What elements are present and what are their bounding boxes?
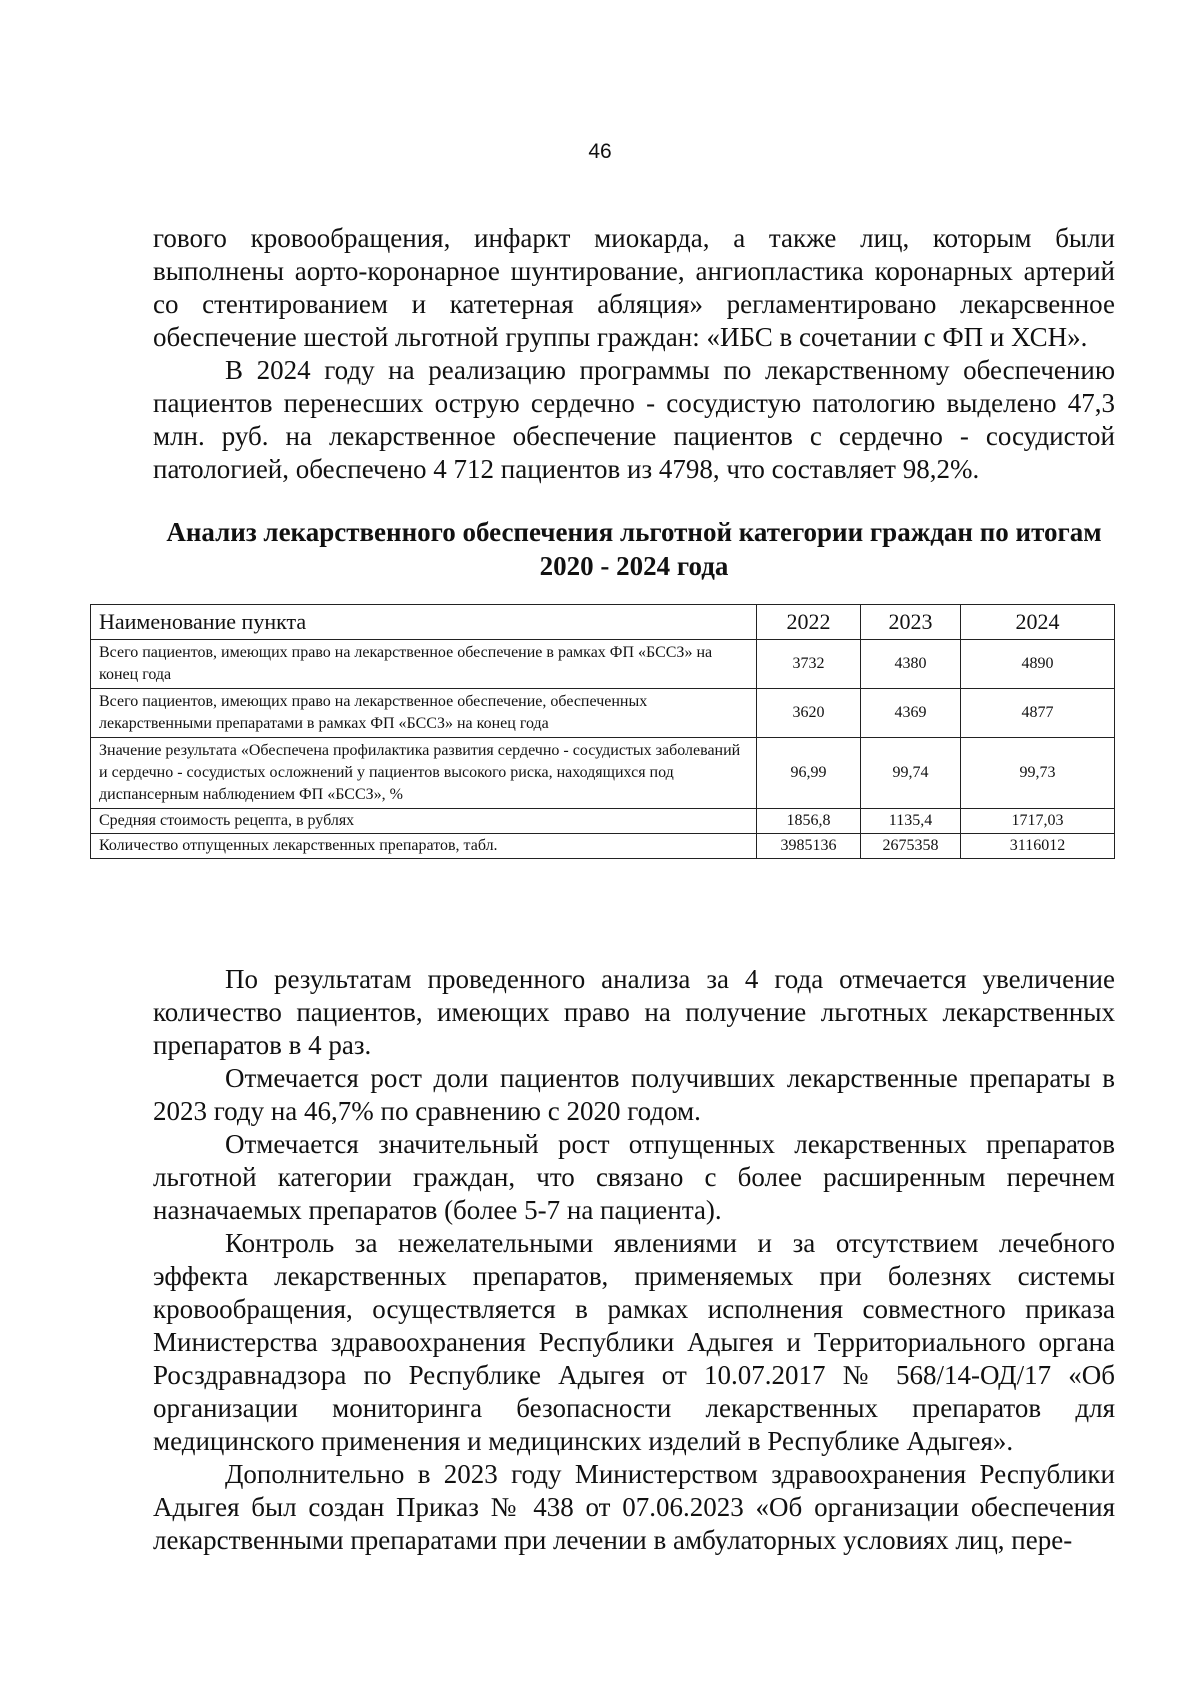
- cell-value: 1135,4: [861, 809, 961, 834]
- intro-text: [153, 222, 1115, 486]
- cell-value: 1856,8: [757, 809, 861, 834]
- column-header-2022: 2022: [757, 605, 861, 640]
- table-header-row: [91, 605, 1115, 640]
- cell-value: 3116012: [961, 834, 1115, 859]
- paragraph: Дополнительно в 2023 году Министерством здравоохранения Республики Адыгея был создан Приказ № 438 от 07.06.2023 «Об организации обеспечения лекарственными препаратами при лечении в амбулаторных условиях лиц, пере-: [153, 1459, 1115, 1555]
- cell-value: 4877: [961, 689, 1115, 738]
- table-row: [91, 640, 1115, 689]
- cell-value: 99,74: [861, 738, 961, 809]
- cell-value: 3732: [757, 640, 861, 689]
- table-row: [91, 689, 1115, 738]
- data-table: [90, 604, 1115, 859]
- row-label: Всего пациентов, имеющих право на лекарственное обеспечение, обеспеченных лекарственными препаратами в рамках ФП «БССЗ» на конец года: [91, 689, 757, 738]
- paragraph: Контроль за нежелательными явлениями и за отсутствием лечебного эффекта лекарственных препаратов, применяемых при болезнях системы кровообращения, осуществляется в рамках исполнения совместного приказа Министерства здравоохранения Республики Адыгея и Территориального органа Росздравнадзора по Республике Адыгея от 10.07.2017 № 568/14-ОД/17 «Об организации мониторинга безопасности лекарственных препаратов для медицинского применения и медицинских изделий в Республике Адыгея».: [153, 1228, 1115, 1456]
- row-label: Количество отпущенных лекарственных препаратов, табл.: [91, 834, 757, 859]
- cell-value: 4890: [961, 640, 1115, 689]
- analysis-text: [153, 963, 1115, 1557]
- row-label: Значение результата «Обеспечена профилактика развития сердечно - сосудистых заболеваний и сердечно - сосудистых осложнений у пациентов высокого риска, находящихся под диспансерным наблюдением ФП «БССЗ», %: [91, 738, 757, 809]
- column-header-name: Наименование пункта: [91, 605, 757, 640]
- cell-value: 4380: [861, 640, 961, 689]
- column-header-2024: 2024: [961, 605, 1115, 640]
- column-header-2023: 2023: [861, 605, 961, 640]
- paragraph: гового кровообращения, инфаркт миокарда, а также лиц, которым были выполнены аорто-коронарное шунтирование, ангиопластика коронарных артерий со стентированием и катетерная абляция» регламентировано лекарсвенное обеспечение шестой льготной группы граждан: «ИБС в сочетании с ФП и ХСН».: [153, 223, 1115, 352]
- paragraph: В 2024 году на реализацию программы по лекарственному обеспечению пациентов перенесших острую сердечно - сосудистую патологию выделено 47,3 млн. руб. на лекарственное обеспечение пациентов с сердечно - сосудистой патологией, обеспечено 4 712 пациентов из 4798, что составляет 98,2%.: [153, 355, 1115, 484]
- table-row: [91, 834, 1115, 859]
- cell-value: 3985136: [757, 834, 861, 859]
- cell-value: 2675358: [861, 834, 961, 859]
- row-label: Всего пациентов, имеющих право на лекарственное обеспечение в рамках ФП «БССЗ» на конец года: [91, 640, 757, 689]
- cell-value: 3620: [757, 689, 861, 738]
- table-title: Анализ лекарственного обеспечения льготной категории граждан по итогам 2020 - 2024 года: [166, 517, 1102, 581]
- row-label: Средняя стоимость рецепта, в рублях: [91, 809, 757, 834]
- cell-value: 96,99: [757, 738, 861, 809]
- table-row: [91, 809, 1115, 834]
- table-row: [91, 738, 1115, 809]
- paragraph: По результатам проведенного анализа за 4 года отмечается увеличение количество пациентов, имеющих право на получение льготных лекарственных препаратов в 4 раз.: [153, 964, 1115, 1060]
- paragraph: Отмечается значительный рост отпущенных лекарственных препаратов льготной категории граждан, что связано с более расширенным перечнем назначаемых препаратов (более 5-7 на пациента).: [153, 1129, 1115, 1225]
- cell-value: 99,73: [961, 738, 1115, 809]
- paragraph: Отмечается рост доли пациентов получивших лекарственные препараты в 2023 году на 46,7% по сравнению с 2020 годом.: [153, 1063, 1115, 1126]
- cell-value: 4369: [861, 689, 961, 738]
- cell-value: 1717,03: [961, 809, 1115, 834]
- page-number: 46: [588, 140, 612, 163]
